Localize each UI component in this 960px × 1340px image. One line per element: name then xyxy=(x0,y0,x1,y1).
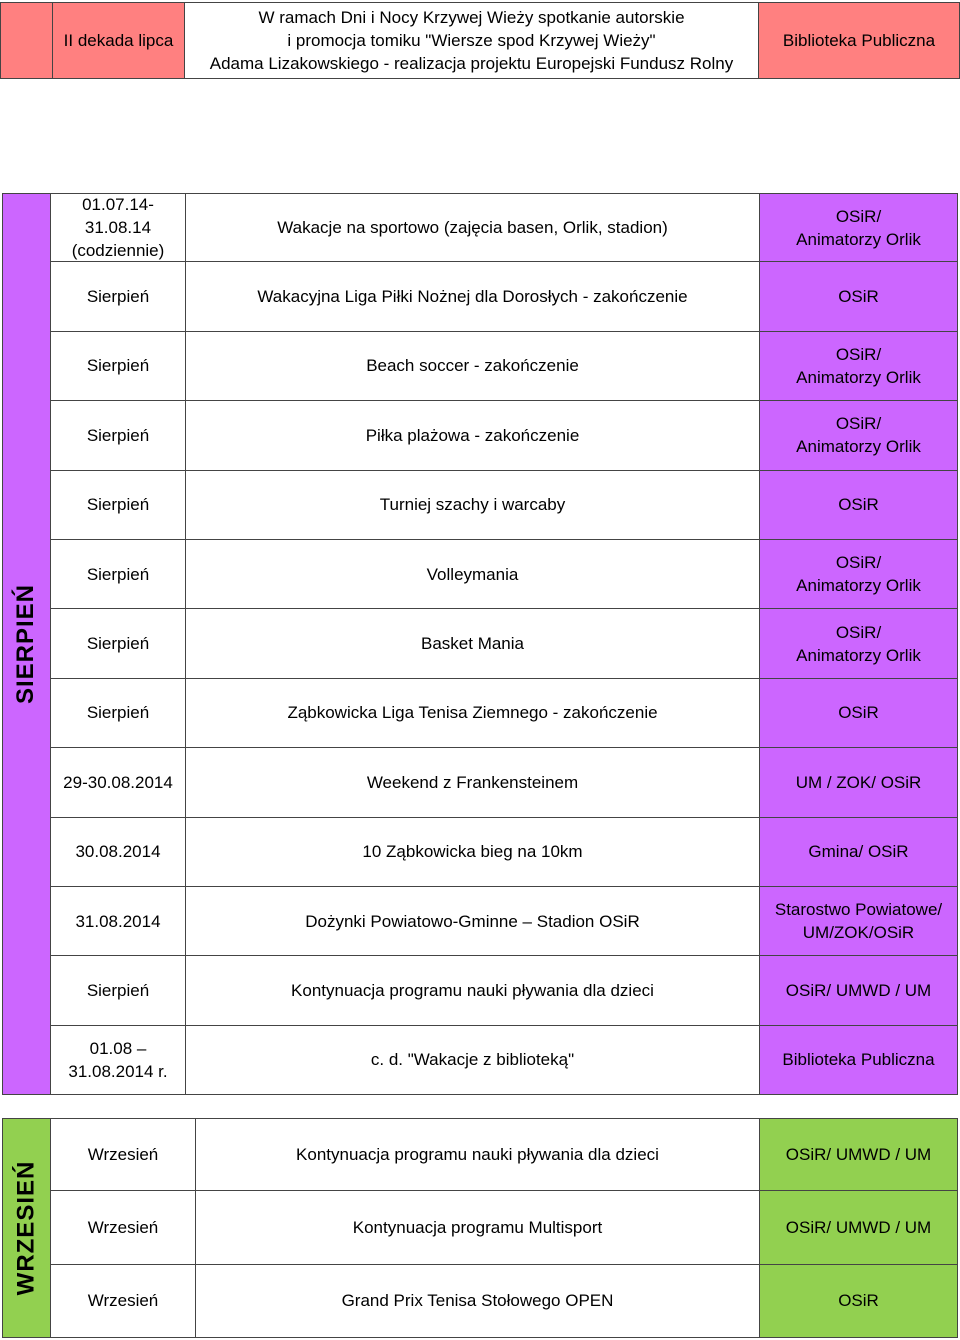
table-row xyxy=(51,193,958,262)
row-organizer: Biblioteka Publiczna xyxy=(760,1026,958,1095)
row-organizer: OSiR xyxy=(760,1265,958,1338)
table-row xyxy=(51,540,958,609)
row-event: Beach soccer - zakończenie xyxy=(186,332,760,401)
july-organizer: Biblioteka Publiczna xyxy=(759,2,960,79)
row-event: Wakacje na sportowo (zajęcia basen, Orlik, stadion) xyxy=(186,193,760,262)
row-date: Sierpień xyxy=(51,609,186,678)
row-date: 30.08.2014 xyxy=(51,818,186,887)
row-date: 31.08.2014 xyxy=(51,887,186,956)
row-date: Sierpień xyxy=(51,956,186,1025)
row-event: Volleymania xyxy=(186,540,760,609)
row-date: 01.07.14- 31.08.14 (codziennie) xyxy=(51,193,186,262)
table-row xyxy=(51,1026,958,1095)
row-organizer: OSiR xyxy=(760,262,958,331)
row-organizer: OSiR/ Animatorzy Orlik xyxy=(760,193,958,262)
row-event: Weekend z Frankensteinem xyxy=(186,748,760,817)
row-date: Sierpień xyxy=(51,540,186,609)
table-row xyxy=(51,887,958,956)
row-event: Kontynuacja programu nauki pływania dla dzieci xyxy=(186,956,760,1025)
table-row xyxy=(51,1265,958,1338)
row-organizer: UM / ZOK/ OSiR xyxy=(760,748,958,817)
row-date: Wrzesień xyxy=(51,1118,196,1191)
row-organizer: OSiR/ Animatorzy Orlik xyxy=(760,609,958,678)
july-side-cell xyxy=(0,2,53,79)
row-organizer: OSiR/ UMWD / UM xyxy=(760,1118,958,1191)
table-row xyxy=(51,609,958,678)
table-row xyxy=(51,1118,958,1191)
row-date: Wrzesień xyxy=(51,1191,196,1264)
table-row xyxy=(51,401,958,470)
row-organizer: OSiR/ Animatorzy Orlik xyxy=(760,401,958,470)
row-event: Dożynki Powiatowo-Gminne – Stadion OSiR xyxy=(186,887,760,956)
row-event: 10 Ząbkowicka bieg na 10km xyxy=(186,818,760,887)
row-event: Basket Mania xyxy=(186,609,760,678)
september-rows xyxy=(51,1118,958,1338)
row-date: 01.08 – 31.08.2014 r. xyxy=(51,1026,186,1095)
july-date: II dekada lipca xyxy=(53,2,185,79)
row-date: Sierpień xyxy=(51,401,186,470)
row-date: Sierpień xyxy=(51,332,186,401)
row-event: Grand Prix Tenisa Stołowego OPEN xyxy=(196,1265,760,1338)
row-organizer: OSiR/ UMWD / UM xyxy=(760,956,958,1025)
table-row xyxy=(51,679,958,748)
row-organizer: Gmina/ OSiR xyxy=(760,818,958,887)
row-organizer: OSiR xyxy=(760,471,958,540)
row-date: Sierpień xyxy=(51,262,186,331)
row-date: 29-30.08.2014 xyxy=(51,748,186,817)
row-organizer: OSiR xyxy=(760,679,958,748)
table-row xyxy=(51,818,958,887)
row-date: Sierpień xyxy=(51,679,186,748)
row-organizer: OSiR/ Animatorzy Orlik xyxy=(760,332,958,401)
table-row xyxy=(51,748,958,817)
table-row xyxy=(51,332,958,401)
table-row xyxy=(51,956,958,1025)
row-date: Sierpień xyxy=(51,471,186,540)
row-event: Kontynuacja programu Multisport xyxy=(196,1191,760,1264)
row-event: Turniej szachy i warcaby xyxy=(186,471,760,540)
table-row xyxy=(51,471,958,540)
july-row xyxy=(0,2,960,79)
row-event: Ząbkowicka Liga Tenisa Ziemnego - zakończenie xyxy=(186,679,760,748)
august-side-label: SIERPIEŃ xyxy=(2,193,51,1095)
august-section xyxy=(2,193,958,1095)
table-row xyxy=(51,262,958,331)
july-event: W ramach Dni i Nocy Krzywej Wieży spotkanie autorskie i promocja tomiku "Wiersze spod Krzywej Wieży" Adama Lizakowskiego - realizacja projektu Europejski Fundusz Rolny xyxy=(185,2,759,79)
table-row xyxy=(51,1191,958,1264)
row-organizer: Starostwo Powiatowe/ UM/ZOK/OSiR xyxy=(760,887,958,956)
september-section xyxy=(2,1118,958,1338)
row-event: c. d. "Wakacje z biblioteką" xyxy=(186,1026,760,1095)
row-date: Wrzesień xyxy=(51,1265,196,1338)
row-event: Piłka plażowa - zakończenie xyxy=(186,401,760,470)
row-organizer: OSiR/ Animatorzy Orlik xyxy=(760,540,958,609)
september-side-label: WRZESIEŃ xyxy=(2,1118,51,1338)
row-event: Kontynuacja programu nauki pływania dla dzieci xyxy=(196,1118,760,1191)
august-rows xyxy=(51,193,958,1095)
row-organizer: OSiR/ UMWD / UM xyxy=(760,1191,958,1264)
row-event: Wakacyjna Liga Piłki Nożnej dla Dorosłych - zakończenie xyxy=(186,262,760,331)
